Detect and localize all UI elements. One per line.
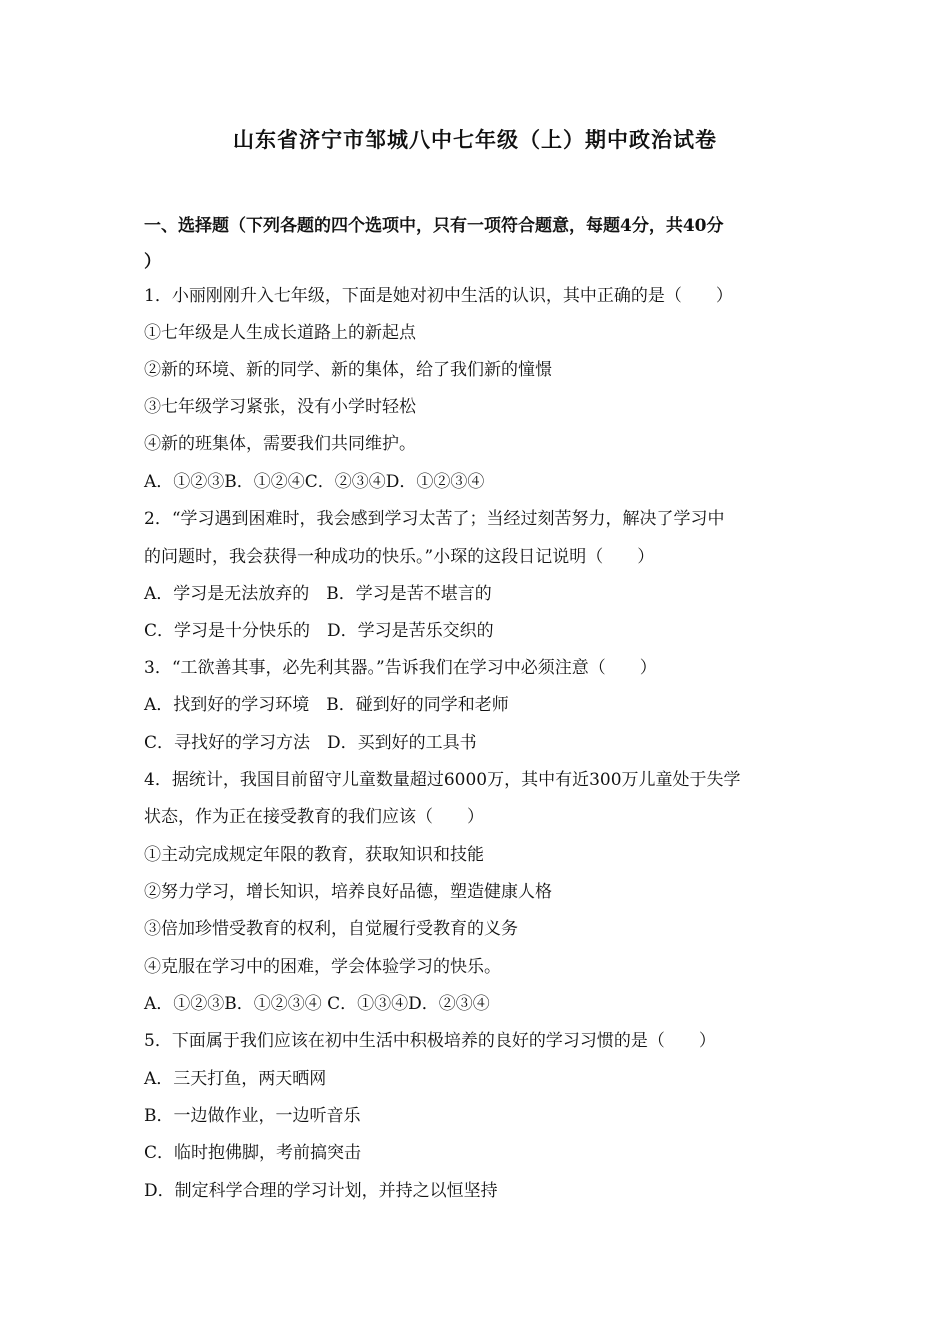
q1-statement-4: ④新的班集体，需要我们共同维护。	[144, 434, 416, 454]
q3-options-cd: C．寻找好的学习方法 D．买到好的工具书	[144, 733, 477, 753]
q4-statement-4: ④克服在学习中的困难，学会体验学习的快乐。	[144, 957, 501, 977]
q2-options-cd: C．学习是十分快乐的 D．学习是苦乐交织的	[144, 621, 494, 641]
q4-statement-2: ②努力学习，增长知识，培养良好品德，塑造健康人格	[144, 882, 552, 902]
q1-options: A．①②③B．①②④C．②③④D．①②③④	[144, 472, 485, 492]
q4-options: A．①②③B．①②③④ C．①③④D．②③④	[144, 994, 490, 1014]
q5-option-d: D．制定科学合理的学习计划，并持之以恒坚持	[144, 1181, 498, 1201]
page-title: 山东省济宁市邹城八中七年级（上）期中政治试卷	[233, 127, 717, 152]
q4-statement-1: ①主动完成规定年限的教育，获取知识和技能	[144, 845, 484, 865]
section-heading-line-1: 一、选择题（下列各题的四个选项中，只有一项符合题意，每题4分，共40分	[144, 216, 724, 236]
q1-statement-3: ③七年级学习紧张，没有小学时轻松	[144, 397, 416, 417]
q5-option-b: B．一边做作业，一边听音乐	[144, 1106, 361, 1126]
q2-stem-line-2: 的问题时，我会获得一种成功的快乐。”小琛的这段日记说明（ ）	[144, 547, 655, 567]
q3-options-ab: A．找到好的学习环境 B．碰到好的同学和老师	[144, 695, 509, 715]
q1-statement-2: ②新的环境、新的同学、新的集体，给了我们新的憧憬	[144, 360, 552, 380]
q1-statement-1: ①七年级是人生成长道路上的新起点	[144, 323, 416, 343]
q2-options-ab: A．学习是无法放弃的 B．学习是苦不堪言的	[144, 584, 492, 604]
q5-option-c: C．临时抱佛脚，考前搞突击	[144, 1143, 362, 1163]
q5-stem: 5．下面属于我们应该在初中生活中积极培养的良好的学习习惯的是（ ）	[144, 1031, 716, 1051]
section-heading-line-2: ）	[144, 252, 161, 272]
q1-stem: 1．小丽刚刚升入七年级，下面是她对初中生活的认识，其中正确的是（ ）	[144, 286, 733, 306]
q4-statement-3: ③倍加珍惜受教育的权利，自觉履行受教育的义务	[144, 919, 518, 939]
section-heading	[144, 208, 814, 280]
q5-option-a: A．三天打鱼，两天晒网	[144, 1069, 327, 1089]
q3-stem: 3．“工欲善其事，必先利其器。”告诉我们在学习中必须注意（ ）	[144, 658, 657, 678]
q2-stem-line-1: 2．“学习遇到困难时，我会感到学习太苦了；当经过刻苦努力，解决了学习中	[144, 509, 725, 529]
q4-stem-line-2: 状态，作为正在接受教育的我们应该（ ）	[144, 807, 484, 827]
q4-stem-line-1: 4．据统计，我国目前留守儿童数量超过6000万，其中有近300万儿童处于失学	[144, 770, 741, 790]
